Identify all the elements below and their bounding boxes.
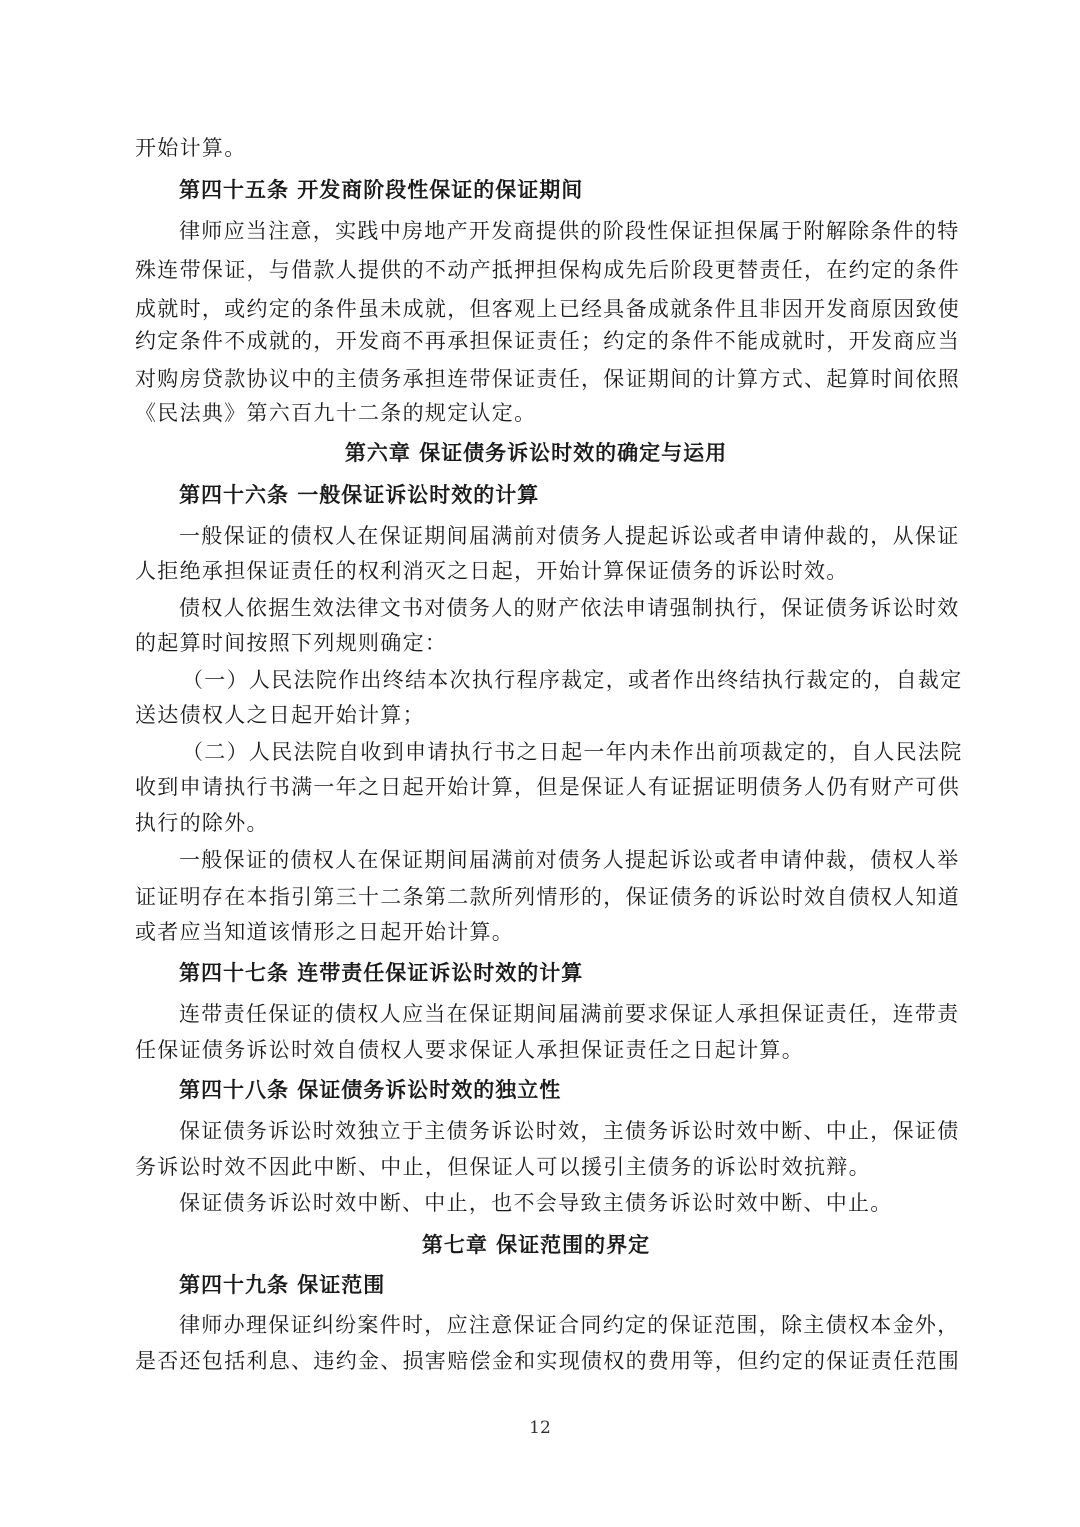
paragraph-line: 收到申请执行书满一年之日起开始计算，但是保证人有证据证明债务人仍有财产可供 — [135, 775, 961, 799]
chapter-7-title: 第七章 保证范围的界定 — [421, 1233, 651, 1257]
paragraph-line: 务诉讼时效不因此中断、中止，但保证人可以援引主债务的诉讼时效抗辩。 — [135, 1155, 871, 1179]
article-46-heading: 第四十六条 一般保证诉讼时效的计算 — [179, 483, 540, 507]
paragraph-line: 成就时，或约定的条件虽未成就，但客观上已经具备成就条件且非因开发商原因致使 — [135, 297, 961, 321]
paragraph-line: 保证债务诉讼时效独立于主债务诉讼时效，主债务诉讼时效中断、中止，保证债 — [179, 1119, 960, 1143]
paragraph-line: 是否还包括利息、违约金、损害赔偿金和实现债权的费用等，但约定的保证责任范围 — [135, 1349, 961, 1373]
paragraph-line: 一般保证的债权人在保证期间届满前对债务人提起诉讼或者申请仲裁的，从保证 — [179, 524, 960, 548]
article-47-heading: 第四十七条 连带责任保证诉讼时效的计算 — [179, 961, 584, 985]
paragraph-line: 连带责任保证的债权人应当在保证期间届满前要求保证人承担保证责任，连带责 — [179, 1002, 960, 1026]
paragraph-line: 执行的除外。 — [135, 811, 269, 835]
paragraph-line: 殊连带保证，与借款人提供的不动产抵押担保构成先后阶段更替责任，在约定的条件 — [135, 258, 961, 282]
paragraph-line: 约定条件不成就的，开发商不再承担保证责任；约定的条件不能成就时，开发商应当 — [135, 329, 961, 353]
paragraph-line: 债权人依据生效法律文书对债务人的财产依法申请强制执行，保证债务诉讼时效 — [179, 596, 960, 620]
paragraph-line: 送达债权人之日起开始计算； — [135, 703, 425, 727]
paragraph-line: 一般保证的债权人在保证期间届满前对债务人提起诉讼或者申请仲裁，债权人举 — [179, 848, 960, 872]
paragraph-line: （二）人民法院自收到申请执行书之日起一年内未作出前项裁定的，自人民法院 — [182, 740, 963, 764]
paragraph-line: 的起算时间按照下列规则确定： — [135, 631, 448, 655]
paragraph-line: 证证明存在本指引第三十二条第二款所列情形的，保证债务的诉讼时效自债权人知道 — [135, 885, 961, 909]
paragraph-line: 对购房贷款协议中的主债务承担连带保证责任，保证期间的计算方式、起算时间依照 — [135, 367, 961, 391]
paragraph-line: 开始计算。 — [135, 136, 247, 160]
paragraph-line: 或者应当知道该情形之日起开始计算。 — [135, 920, 515, 944]
paragraph-line: 《民法典》第六百九十二条的规定认定。 — [135, 401, 537, 425]
paragraph-line: 人拒绝承担保证责任的权利消灭之日起，开始计算保证债务的诉讼时效。 — [135, 559, 849, 583]
paragraph-line: 律师应当注意，实践中房地产开发商提供的阶段性保证担保属于附解除条件的特 — [179, 219, 960, 243]
paragraph-line: （一）人民法院作出终结本次执行程序裁定，或者作出终结执行裁定的，自裁定 — [182, 668, 963, 692]
paragraph-line: 律师办理保证纠纷案件时，应注意保证合同约定的保证范围，除主债权本金外， — [179, 1313, 960, 1337]
paragraph-line: 保证债务诉讼时效中断、中止，也不会导致主债务诉讼时效中断、中止。 — [179, 1191, 893, 1215]
paragraph-line: 任保证债务诉讼时效自债权人要求保证人承担保证责任之日起计算。 — [135, 1038, 804, 1062]
chapter-6-title: 第六章 保证债务诉讼时效的确定与运用 — [344, 441, 728, 465]
article-49-heading: 第四十九条 保证范围 — [179, 1273, 386, 1297]
article-45-heading: 第四十五条 开发商阶段性保证的保证期间 — [179, 178, 584, 202]
article-48-heading: 第四十八条 保证债务诉讼时效的独立性 — [179, 1078, 562, 1102]
page-number: 12 — [529, 1418, 551, 1438]
